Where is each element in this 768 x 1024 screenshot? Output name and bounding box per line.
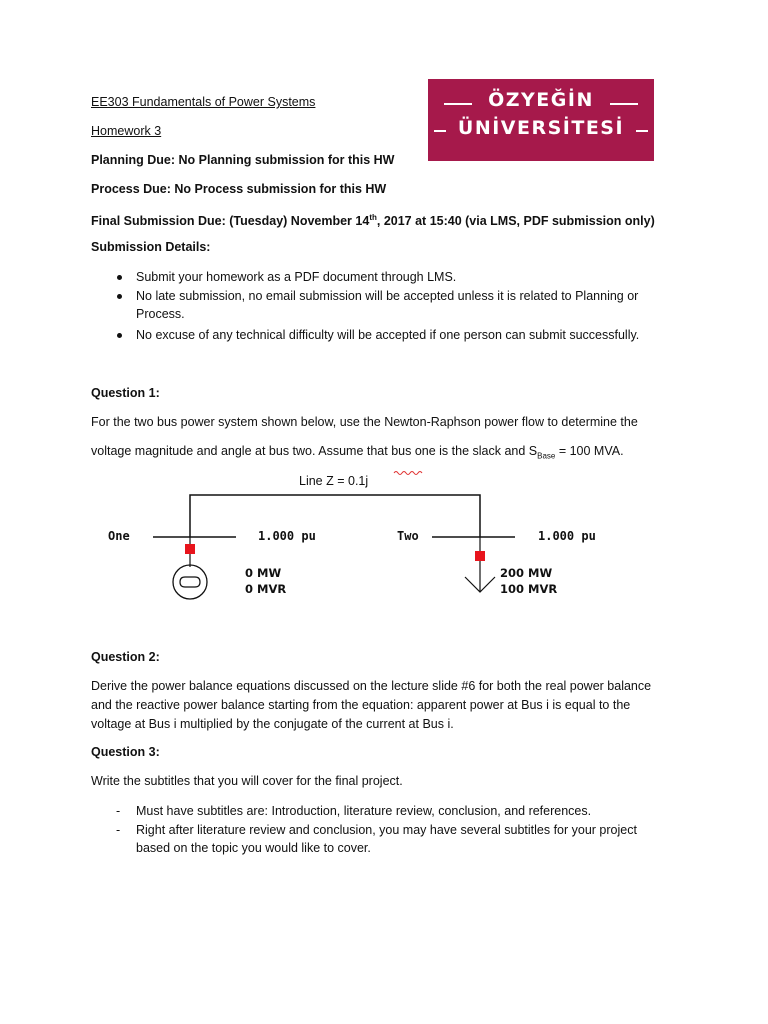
logo-line-2: ÜNİVERSİTESİ xyxy=(457,117,625,139)
q1-line2-prefix: voltage magnitude and angle at bus two. Assume that bus one is the slack and S xyxy=(91,444,538,458)
line-impedance-label: Line Z = 0.1j xyxy=(299,474,369,488)
question-3-intro: Write the subtitles that you will cover for the final project. xyxy=(91,774,403,788)
dash-marker: - xyxy=(116,823,121,837)
question-2-title: Question 2: xyxy=(91,650,160,664)
bullet-item: No late submission, no email submission will be accepted unless it is related to Planning or xyxy=(136,289,639,303)
question-1-line-1: For the two bus power system shown below, use the Newton-Raphson power flow to determine the xyxy=(91,415,638,429)
bullet-item: Submit your homework as a PDF document through LMS. xyxy=(136,270,457,284)
dash-item: Right after literature review and conclusion, you may have several subtitles for your project xyxy=(136,823,637,837)
bus-2-voltage: 1.000 pu xyxy=(538,529,596,543)
bus-2-real-power: 200 MW xyxy=(500,566,553,580)
dash-marker: - xyxy=(116,804,121,818)
process-due: Process Due: No Process submission for this HW xyxy=(91,182,387,196)
bus-1-voltage: 1.000 pu xyxy=(258,529,316,543)
bus-1-name: One xyxy=(108,529,130,543)
question-2-line: voltage at Bus i multiplied by the conjugate of the current at Bus i. xyxy=(91,717,454,731)
bus-1-reactive-power: 0 MVR xyxy=(245,582,287,596)
q1-line2-suffix: = 100 MVA. xyxy=(555,444,624,458)
dash-item-continued: based on the topic you would like to cover. xyxy=(136,841,371,855)
question-3-title: Question 3: xyxy=(91,745,160,759)
planning-due: Planning Due: No Planning submission for this HW xyxy=(91,153,395,167)
bullet-item: No excuse of any technical difficulty will be accepted if one person can submit successfully. xyxy=(136,328,640,342)
generator-symbol xyxy=(180,577,200,587)
transmission-line xyxy=(190,495,480,537)
course-title: EE303 Fundamentals of Power Systems xyxy=(91,95,316,109)
q1-line2-sub: Base xyxy=(537,451,556,461)
question-1-title: Question 1: xyxy=(91,386,160,400)
bullet-dot xyxy=(117,333,122,338)
breaker-bus-1 xyxy=(185,544,195,554)
bullet-item-continued: Process. xyxy=(136,307,185,321)
final-due-prefix: Final Submission Due: (Tuesday) November 14 xyxy=(91,214,370,229)
bus-2-name: Two xyxy=(397,529,419,543)
question-2-line: and the reactive power balance starting from the equation: apparent power at Bus i is equal to the xyxy=(91,698,631,712)
final-due-suffix: , 2017 at 15:40 (via LMS, PDF submission only) xyxy=(376,214,655,229)
bus-1-real-power: 0 MW xyxy=(245,566,282,580)
final-due xyxy=(91,210,655,229)
logo-line-1: ÖZYEĞİN xyxy=(488,89,594,111)
breaker-bus-2 xyxy=(475,551,485,561)
bullet-dot xyxy=(117,275,122,280)
bullet-dot xyxy=(117,294,122,299)
final-due-sup: th xyxy=(369,213,377,222)
question-2-line: Derive the power balance equations discussed on the lecture slide #6 for both the real power balance xyxy=(91,679,652,693)
generator-icon xyxy=(173,565,207,599)
university-logo xyxy=(428,79,654,161)
dash-item: Must have subtitles are: Introduction, literature review, conclusion, and references. xyxy=(136,804,592,818)
squiggle-mark xyxy=(394,472,422,475)
homework-title: Homework 3 xyxy=(91,124,162,138)
bus-2-reactive-power: 100 MVR xyxy=(500,582,558,596)
submission-details-heading: Submission Details: xyxy=(91,240,211,254)
